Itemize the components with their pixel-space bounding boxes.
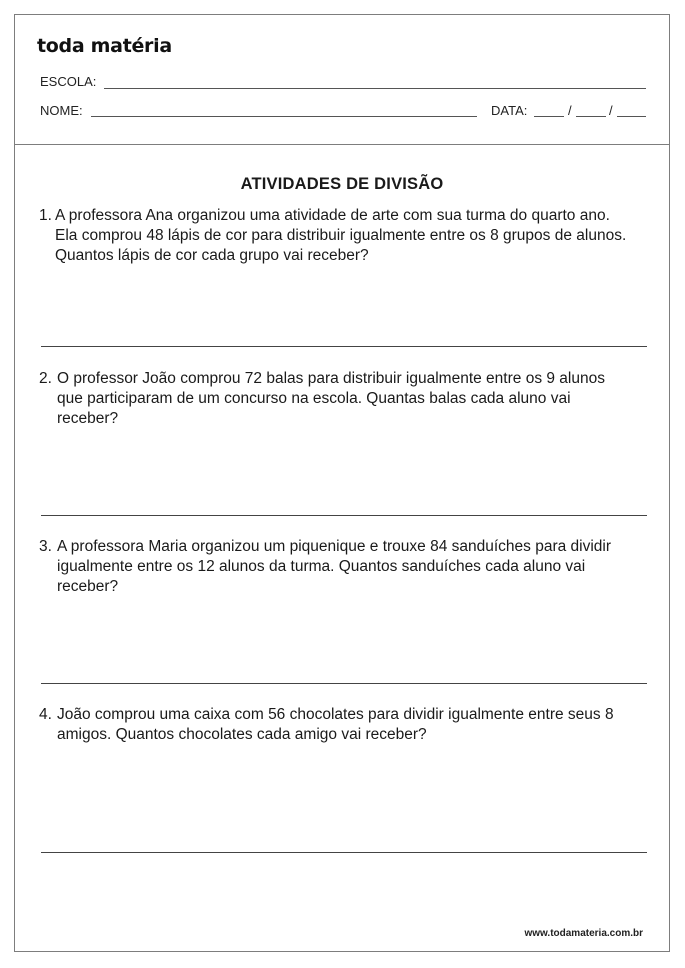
worksheet-header: [15, 15, 669, 145]
question-2: [39, 369, 629, 429]
question-number: 4.: [39, 706, 52, 723]
question-text: A professora Maria organizou um piquenique e trouxe 84 sanduíches para dividir igualmente entre os 12 alunos da turma. Quantos sanduíches cada aluno vai receber?: [57, 538, 612, 595]
question-3: [39, 537, 629, 597]
date-label: DATA:: [491, 103, 528, 118]
question-text: João comprou uma caixa com 56 chocolates para dividir igualmente entre seus 8 amigos. Quantos chocolates cada amigo vai receber?: [57, 706, 614, 743]
question-number: 1.: [39, 207, 52, 224]
question-4: [39, 705, 629, 745]
page-title: ATIVIDADES DE DIVISÃO: [240, 175, 444, 193]
name-label: NOME:: [40, 103, 83, 118]
worksheet: [14, 14, 670, 952]
question-number: 3.: [39, 538, 52, 555]
question-1: [39, 206, 629, 266]
school-label: ESCOLA:: [40, 74, 97, 89]
school-field[interactable]: [104, 88, 646, 89]
question-text: O professor João comprou 72 balas para distribuir igualmente entre os 9 alunos que participaram de um concurso na escola. Quantas balas cada aluno vai receber?: [57, 370, 605, 427]
answer-line-1[interactable]: [41, 346, 647, 347]
question-number: 2.: [39, 370, 52, 387]
date-month-field[interactable]: [576, 116, 606, 117]
answer-line-2[interactable]: [41, 515, 647, 516]
logo: toda matéria: [37, 35, 172, 57]
name-field[interactable]: [91, 116, 477, 117]
answer-line-4[interactable]: [41, 852, 647, 853]
date-separator: /: [568, 103, 572, 118]
date-day-field[interactable]: [534, 116, 564, 117]
answer-line-3[interactable]: [41, 683, 647, 684]
date-year-field[interactable]: [617, 116, 646, 117]
date-separator: /: [609, 103, 613, 118]
website-link[interactable]: www.todamateria.com.br: [524, 928, 643, 939]
question-text: A professora Ana organizou uma atividade de arte com sua turma do quarto ano. Ela comprou 48 lápis de cor para distribuir igualmente entre os 8 grupos de alunos. Quantos lápis de cor cada grupo vai receber?: [55, 207, 627, 264]
